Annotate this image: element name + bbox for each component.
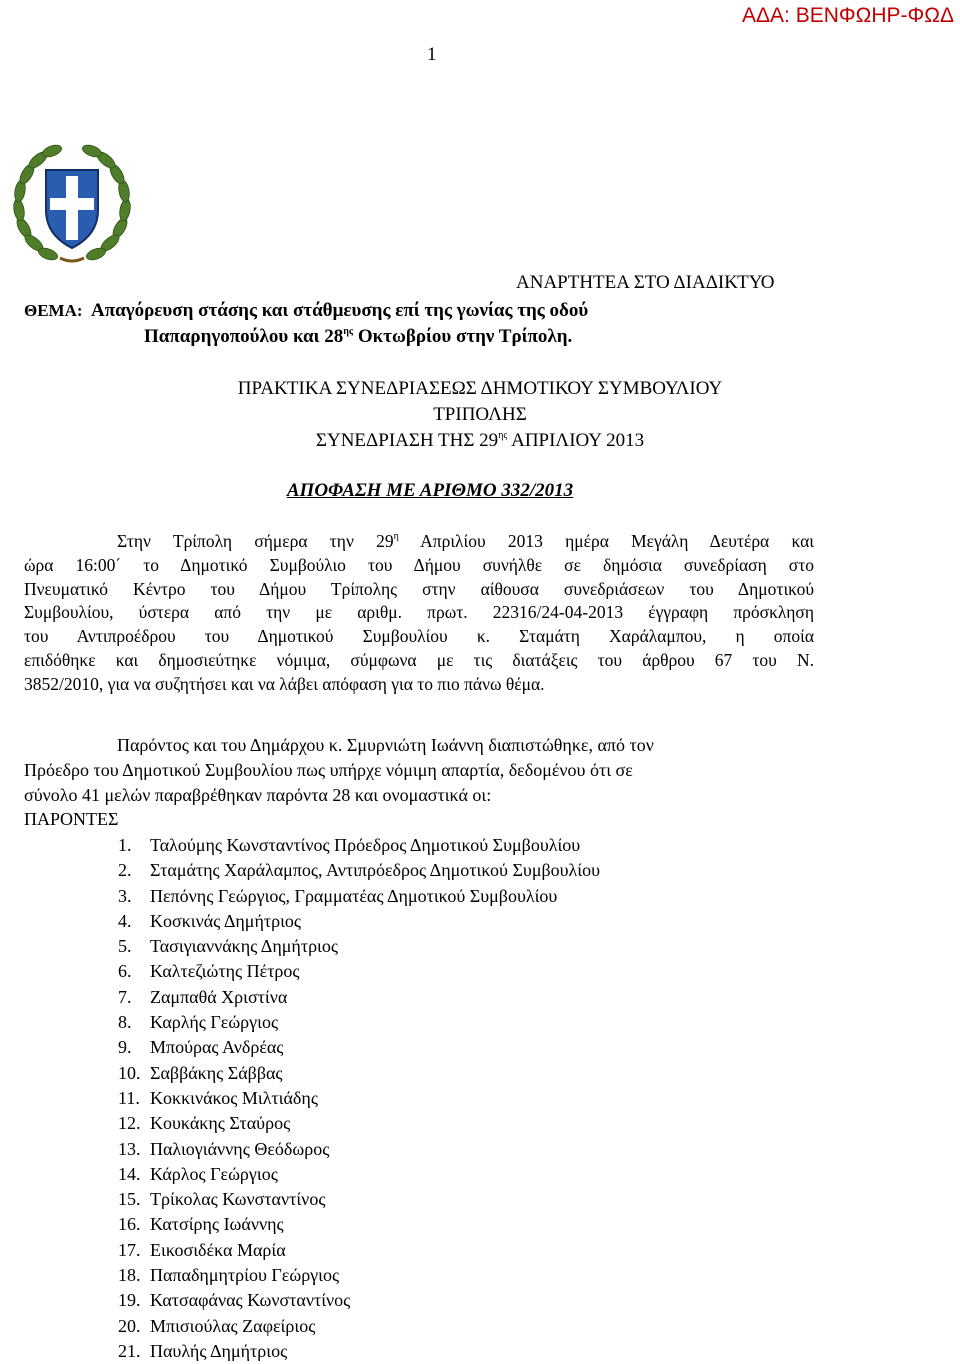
subject-line-1: Απαγόρευση στάσης και στάθμευσης επί της γωνίας της οδού	[91, 300, 589, 321]
presence-line-1: Παρόντος και του Δημάρχου κ. Σμυρνιώτη Ιωάννη διαπιστώθηκε, από τον	[117, 735, 654, 755]
member-number: 12.	[118, 1113, 141, 1134]
member-number: 14.	[118, 1163, 141, 1184]
member-number: 7.	[118, 986, 132, 1007]
member-name: Τασιγιαννάκης Δημήτριος	[150, 936, 339, 957]
member-name: Κατσαφάνας Κωνσταντίνος	[150, 1290, 351, 1311]
decision-number: ΑΠΟΦΑΣΗ ΜΕ ΑΡΙΘΜΟ 332/2013	[286, 480, 574, 501]
list-item	[92, 1288, 600, 1313]
member-number: 17.	[118, 1239, 141, 1260]
list-item	[92, 1212, 600, 1237]
member-number: 10.	[118, 1062, 141, 1083]
member-name: Κάρλος Γεώργιος	[150, 1163, 278, 1184]
subject-label: ΘΕΜΑ:	[24, 301, 83, 320]
presence-line-3: σύνολο 41 μελών παραβρέθηκαν παρόντα 28 και ονομαστικά οι:	[24, 785, 492, 805]
page-number: 1	[427, 44, 437, 65]
member-number: 1.	[118, 835, 132, 855]
members-list	[92, 833, 600, 1364]
minutes-title-line-1: ΠΡΑΚΤΙΚΑ ΣΥΝΕΔΡΙΑΣΕΩΣ ΔΗΜΟΤΙΚΟΥ ΣΥΜΒΟΥΛΙΟΥ	[237, 378, 723, 399]
member-name: Κοσκινάς Δημήτριος	[150, 910, 302, 931]
list-item	[92, 1238, 600, 1263]
presence-line-2: Πρόεδρο του Δημοτικού Συμβουλίου πως υπήρχε νόμιμη απαρτία, δεδομένου ότι σε	[24, 760, 633, 780]
member-name: Καρλής Γεώργιος	[150, 1012, 279, 1033]
list-item	[92, 934, 600, 959]
member-name: Κουκάκης Σταύρος	[150, 1113, 291, 1134]
member-name: Τρίκολας Κωνσταντίνος	[150, 1189, 326, 1210]
member-number: 20.	[118, 1315, 141, 1336]
present-heading: ΠΑΡΟΝΤΕΣ	[24, 809, 119, 829]
minutes-title-line-2: ΤΡΙΠΟΛΗΣ	[433, 404, 527, 425]
list-item	[92, 858, 600, 883]
member-number: 9.	[118, 1037, 132, 1058]
member-name: Καλτεζιώτης Πέτρος	[150, 961, 300, 982]
member-number: 2.	[118, 860, 132, 881]
member-name: Παπαδημητρίου Γεώργιος	[150, 1265, 340, 1286]
member-number: 16.	[118, 1214, 141, 1235]
subject	[24, 298, 589, 347]
member-name: Μπισιούλας Ζαφείριος	[150, 1315, 316, 1336]
member-number: 3.	[118, 885, 132, 906]
member-name: Κοκκινάκος Μιλτιάδης	[150, 1087, 318, 1108]
list-item	[92, 1339, 600, 1364]
member-number: 4.	[118, 910, 132, 931]
ada-code: ΑΔΑ: ΒΕΝΦΩΗΡ-ΦΩΔ	[742, 4, 954, 27]
session-date: ΣΥΝΕΔΡΙΑΣΗ ΤΗΣ $29^{\eta\varsigma}$ ΑΠΡΙΛΙΟΥ 2013	[315, 430, 645, 451]
posting-notice: ΑΝΑΡΤΗΤΕΑ ΣΤΟ ΔΙΑΔΙΚΤΥΟ	[516, 272, 775, 293]
list-item	[92, 1162, 600, 1187]
member-name: Ζαμπαθά Χριστίνα	[150, 986, 288, 1007]
member-name: Ταλούμης Κωνσταντίνος Πρόεδρος Δημοτικού Συμβουλίου	[150, 835, 581, 855]
member-name: Σαββάκης Σάββας	[150, 1062, 283, 1083]
list-item	[92, 985, 600, 1010]
member-name: Παλιογιάννης Θεόδωρος	[150, 1138, 330, 1159]
intro-paragraph: Στην Τρίπολη σήμερα την $29^\eta$ Απριλίου 2013 ημέρα Μεγάλη Δευτέρα και ώρα 16:00΄ το Δημοτικό Συμβούλιο του Δήμου συνήλθε σε δημόσια συνεδρίαση στο Πνευματικό Κέντρο του Δήμου Τρίπολης στην αίθουσα συνεδριάσεων του Δημοτικού Συμβουλίου, ύστερα από την με αριθμ. πρωτ. 22316/24-04-2013 έγγραφη πρόσκληση του Αντιπροέδρου του Δημοτικού Συμβουλίου κ. Σταμάτη Χαράλαμπου, η οποία επιδόθηκε και δημοσιεύτηκε νόμιμα, σύμφωνα με τις διατάξεις του άρθρου 67 του Ν. 3852/2010, για να συζητήσει και να λάβει απόφαση για το πιο πάνω θέμα.	[24, 531, 815, 694]
member-name: Μπούρας Ανδρέας	[150, 1037, 284, 1058]
list-item	[92, 1111, 600, 1136]
member-name: Εικοσιδέκα Μαρία	[150, 1239, 286, 1260]
member-number: 8.	[118, 1012, 132, 1033]
member-number: 11.	[118, 1087, 140, 1108]
list-item	[92, 1137, 600, 1162]
member-number: 19.	[118, 1290, 141, 1311]
greek-state-emblem-icon	[8, 140, 136, 268]
list-item	[92, 1187, 600, 1212]
list-item	[92, 833, 600, 858]
list-item	[92, 909, 600, 934]
member-name: Παυλής Δημήτριος	[150, 1340, 288, 1361]
list-item	[92, 884, 600, 909]
subject-line-2: Παπαρηγοπούλου και $28^{\eta\varsigma}$ Οκτωβρίου στην Τρίπολη.	[144, 326, 573, 347]
list-item	[92, 1061, 600, 1086]
member-number: 18.	[118, 1265, 141, 1286]
list-item	[92, 959, 600, 984]
list-item	[92, 1010, 600, 1035]
member-name: Κατσίρης Ιωάννης	[150, 1214, 284, 1235]
list-item	[92, 1314, 600, 1339]
member-number: 15.	[118, 1189, 141, 1210]
member-number: 13.	[118, 1138, 141, 1159]
list-item	[92, 1035, 600, 1060]
member-name: Πεπόνης Γεώργιος, Γραμματέας Δημοτικού Συμβουλίου	[150, 885, 558, 906]
list-item	[92, 1086, 600, 1111]
member-name: Σταμάτης Χαράλαμπος, Αντιπρόεδρος Δημοτικού Συμβουλίου	[150, 860, 601, 881]
member-number: 5.	[118, 936, 132, 957]
member-number: 6.	[118, 961, 132, 982]
list-item	[92, 1263, 600, 1288]
member-number: 21.	[118, 1340, 141, 1361]
